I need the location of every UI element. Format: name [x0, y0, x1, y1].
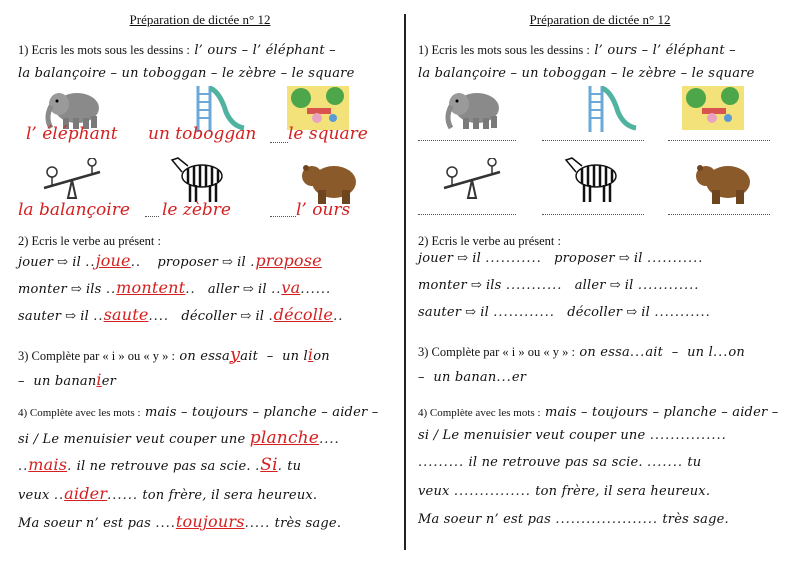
- pronoun: il: [641, 305, 650, 320]
- pronoun: il: [633, 251, 643, 266]
- answer-line[interactable]: [542, 140, 644, 141]
- word-part: un l: [687, 345, 713, 360]
- ex4-line-3: ..mais. il ne retrouve pas sa scie. .Si. tu: [18, 455, 302, 475]
- ex4-line-5: Ma soeur n’ est pas ....toujours..... très sage.: [18, 512, 342, 531]
- ex3-line-2: [18, 370, 116, 389]
- ex2-row-1: jouer ⇨ il ..joue.. proposer ⇨ il .propose: [18, 251, 322, 270]
- verb: proposer: [554, 251, 615, 266]
- answer-verb: joue: [95, 251, 131, 270]
- blank[interactable]: .......: [647, 455, 683, 470]
- sentence-part: il ne retrouve pas sa scie.: [468, 455, 643, 470]
- dash: –: [418, 370, 425, 385]
- ex1-words-line1: l’ ours – l’ éléphant –: [594, 43, 736, 58]
- word-part: on: [313, 349, 330, 364]
- page-title: Préparation de dictée n° 12: [529, 12, 671, 27]
- dash: –: [671, 345, 679, 360]
- answer-ours: l’ ours: [296, 200, 351, 220]
- blank[interactable]: ...........: [646, 251, 704, 266]
- ex3-line-1: [418, 344, 745, 360]
- blank[interactable]: ...: [629, 345, 646, 360]
- answer-zebre: le zèbre: [162, 200, 231, 220]
- ex4-line-5: [418, 512, 729, 527]
- verb: sauter: [418, 305, 462, 320]
- answer-word: Si: [260, 455, 278, 475]
- ex1-words-line1: l’ ours – l’ éléphant –: [194, 43, 336, 58]
- word-part: un banan: [433, 370, 497, 385]
- ex4-heading: 4) Complète avec les mots :: [418, 407, 541, 419]
- blank[interactable]: .........: [418, 455, 465, 470]
- verb: sauter: [18, 309, 62, 324]
- sentence-part: ton frère, il sera heureux.: [535, 484, 711, 499]
- ex2-row-1: [418, 251, 703, 266]
- answer-line[interactable]: [542, 214, 644, 215]
- arrow-icon: ⇨: [465, 305, 477, 320]
- sentence-part: tu: [687, 455, 702, 470]
- sentence-part: très sage.: [274, 516, 342, 531]
- ex4-line-2: si / Le menuisier veut couper une planche....: [18, 428, 340, 448]
- pronoun: il: [472, 251, 481, 266]
- ex2-heading: 2) Ecris le verbe au présent :: [418, 234, 561, 248]
- answer-word: planche: [249, 428, 320, 448]
- verb: monter: [18, 282, 67, 297]
- sentence-part: / Le menuisier veut couper une: [33, 432, 246, 447]
- word-part: un banan: [33, 374, 97, 389]
- ex3-line-1: [18, 344, 330, 365]
- arrow-icon: ⇨: [626, 305, 638, 320]
- ex4-line-4: veux ..aider...... ton frère, il sera heureux.: [18, 484, 318, 503]
- verb: décoller: [567, 305, 623, 320]
- answer-square: le square: [288, 124, 368, 144]
- ex4-line-2: [418, 428, 727, 443]
- ex4-heading: 4) Complète avec les mots :: [18, 407, 141, 419]
- arrow-icon: ⇨: [57, 255, 69, 270]
- answer-balancoire: la balançoire: [18, 200, 130, 220]
- arrow-icon: ⇨: [70, 282, 82, 297]
- verb: aller: [207, 282, 239, 297]
- ex4-line-1: [418, 404, 778, 420]
- seesaw-icon: [440, 158, 504, 200]
- sentence-part: tu: [287, 459, 302, 474]
- answer-verb: saute: [103, 305, 149, 324]
- pronoun: il: [255, 309, 265, 324]
- answer-letter: y: [229, 344, 241, 365]
- sentence-part: veux: [18, 488, 50, 503]
- arrow-icon: ⇨: [242, 282, 254, 297]
- ex3-heading: 3) Complète par « i » ou « y » :: [418, 345, 575, 359]
- answer-verb: va: [281, 278, 301, 297]
- sentence-part: ton frère, il sera heureux.: [142, 488, 318, 503]
- zebra-icon: [166, 152, 232, 204]
- answer-word: aider: [64, 484, 108, 503]
- ex1-heading: 1) Ecris les mots sous les dessins :: [418, 43, 590, 57]
- ex1-heading-line: [418, 42, 736, 58]
- dash: –: [18, 374, 25, 389]
- answer-toboggan: un toboggan: [148, 124, 257, 144]
- arrow-icon: ⇨: [222, 255, 234, 270]
- word-part: er: [511, 370, 527, 385]
- ex3-line-2: [418, 370, 526, 385]
- answer-elephant: l’ éléphant: [26, 124, 118, 144]
- bear-icon: [300, 156, 360, 206]
- arrow-icon: ⇨: [609, 278, 621, 293]
- verb: aller: [574, 278, 606, 293]
- verb: jouer: [418, 251, 454, 266]
- blank[interactable]: ...............: [649, 428, 727, 443]
- answer-verb: propose: [255, 251, 322, 270]
- arrow-icon: ⇨: [240, 309, 252, 324]
- word-part: on essa: [579, 345, 630, 360]
- answer-word: mais: [28, 455, 68, 474]
- verb: décoller: [181, 309, 237, 324]
- ex2-row-2: [418, 278, 699, 293]
- page-title: Préparation de dictée n° 12: [129, 12, 271, 27]
- answer-line[interactable]: [418, 140, 516, 141]
- zebra-icon: [560, 152, 626, 204]
- blank[interactable]: ....................: [555, 512, 659, 527]
- ex1-words-line2: la balançoire – un toboggan – le zèbre – le square: [418, 66, 755, 81]
- blank[interactable]: ...............: [453, 484, 531, 499]
- answer-verb: décolle: [273, 305, 334, 324]
- answer-word: toujours: [175, 512, 245, 531]
- answer-line[interactable]: [418, 214, 516, 215]
- verb: jouer: [18, 255, 54, 270]
- verb: monter: [418, 278, 467, 293]
- word-part: on essa: [179, 349, 230, 364]
- ex4-words-2: si: [418, 428, 430, 443]
- arrow-icon: ⇨: [618, 251, 630, 266]
- sentence-part: il ne retrouve pas sa scie.: [76, 459, 251, 474]
- bear-icon: [694, 156, 754, 206]
- dash: –: [266, 349, 274, 364]
- answer-line[interactable]: [668, 140, 770, 141]
- answer-line: [145, 216, 159, 217]
- arrow-icon: ⇨: [457, 251, 469, 266]
- ex4-line-4: [418, 484, 710, 499]
- blank[interactable]: ............: [493, 305, 555, 320]
- pronoun: ils: [85, 282, 102, 297]
- elephant-icon: [445, 84, 507, 130]
- pronoun: il: [258, 282, 267, 297]
- blank[interactable]: ............: [637, 278, 700, 293]
- ex1-heading-line: [18, 42, 336, 58]
- ex2-row-3: [418, 305, 711, 320]
- blank[interactable]: ...........: [654, 305, 711, 320]
- blank[interactable]: ...........: [485, 251, 542, 266]
- verb: proposer: [157, 255, 219, 270]
- ex1-words-line2: la balançoire – un toboggan – le zèbre – le square: [18, 66, 355, 81]
- answer-line: [270, 142, 288, 143]
- arrow-icon: ⇨: [65, 309, 77, 324]
- pronoun: il: [480, 305, 489, 320]
- ex2-row-3: sauter ⇨ il ..saute.... décoller ⇨ il .décolle..: [18, 305, 344, 324]
- answer-letter: i: [96, 370, 102, 389]
- word-part: on: [728, 345, 745, 360]
- sentence-part: Ma soeur n’ est pas: [18, 516, 152, 531]
- answer-line[interactable]: [668, 214, 770, 215]
- ex4-line-1: [18, 404, 378, 420]
- answer-letter: i: [307, 345, 314, 364]
- pronoun: il: [80, 309, 89, 324]
- sentence-part: / Le menuisier veut couper une: [433, 428, 646, 443]
- word-part: ait: [240, 349, 259, 364]
- blank[interactable]: ...: [496, 370, 512, 385]
- pronoun: il: [624, 278, 634, 293]
- ex3-heading: 3) Complète par « i » ou « y » :: [18, 349, 175, 363]
- word-part: ait: [645, 345, 664, 360]
- seesaw-icon: [40, 158, 104, 200]
- blank-sheet: [400, 0, 800, 566]
- pronoun: il: [72, 255, 81, 270]
- sentence-part: veux: [418, 484, 450, 499]
- sentence-part: Ma soeur n’ est pas: [418, 512, 552, 527]
- ex2-heading: 2) Ecris le verbe au présent :: [18, 234, 161, 248]
- sentence-part: très sage.: [662, 512, 729, 527]
- pronoun: ils: [485, 278, 502, 293]
- pronoun: il: [237, 255, 246, 270]
- ex4-line-3: [418, 455, 701, 470]
- ex4-words-2: si: [18, 432, 30, 447]
- blank[interactable]: ...........: [505, 278, 563, 293]
- ex1-heading: 1) Ecris les mots sous les dessins :: [18, 43, 190, 57]
- arrow-icon: ⇨: [470, 278, 482, 293]
- answer-verb: montent: [116, 278, 186, 297]
- ex4-words: mais – toujours – planche – aider –: [144, 405, 379, 420]
- blank[interactable]: ...: [712, 345, 729, 360]
- square-icon: [682, 86, 744, 130]
- answer-line: [270, 216, 296, 217]
- ex4-words: mais – toujours – planche – aider –: [544, 405, 779, 420]
- word-part: er: [101, 374, 117, 389]
- ex2-row-2: monter ⇨ ils ..montent.. aller ⇨ il ..va......: [18, 278, 332, 297]
- word-part: un l: [282, 349, 308, 364]
- slide-icon: [582, 82, 638, 134]
